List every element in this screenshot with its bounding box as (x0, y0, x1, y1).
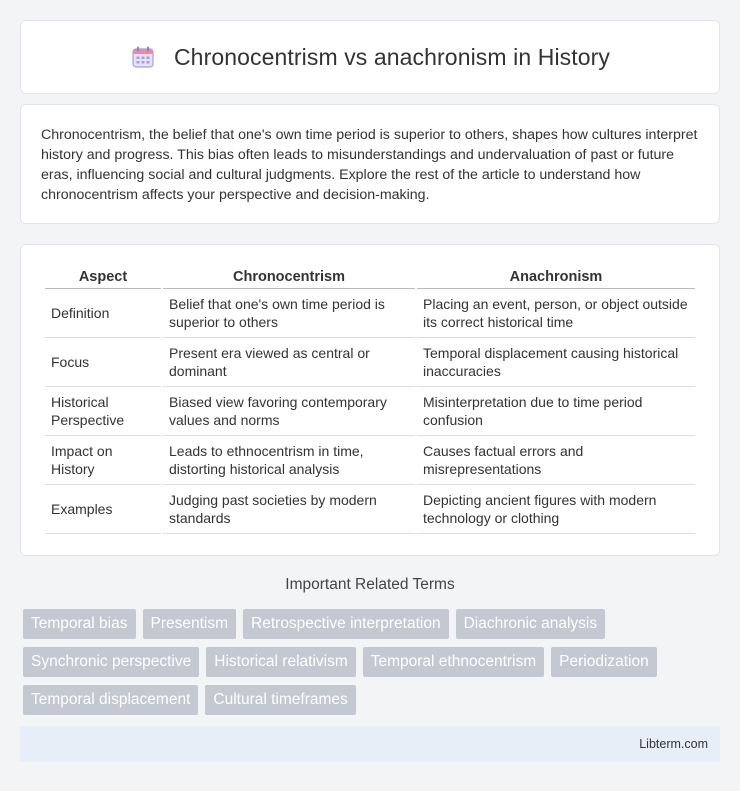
related-term-tag[interactable]: Presentism (143, 609, 237, 639)
table-cell: Judging past societies by modern standards (163, 485, 415, 534)
table-cell: Impact on History (45, 436, 161, 485)
title-card (20, 20, 720, 94)
table-cell: Focus (45, 338, 161, 387)
intro-card (20, 104, 720, 224)
column-header-anachronism: Anachronism (417, 265, 695, 289)
related-terms-list (23, 609, 723, 715)
column-header-aspect: Aspect (45, 265, 161, 289)
calendar-icon (130, 44, 156, 70)
table-row (45, 289, 695, 338)
table-cell: Biased view favoring contemporary values and norms (163, 387, 415, 436)
related-term-tag[interactable]: Synchronic perspective (23, 647, 199, 677)
table-cell: Definition (45, 289, 161, 338)
table-cell: Depicting ancient figures with modern technology or clothing (417, 485, 695, 534)
related-term-tag[interactable]: Cultural timeframes (205, 685, 355, 715)
table-row (45, 485, 695, 534)
related-term-tag[interactable]: Retrospective interpretation (243, 609, 449, 639)
table-cell: Placing an event, person, or object outside its correct historical time (417, 289, 695, 338)
table-header-row (45, 265, 695, 289)
page-title: Chronocentrism vs anachronism in History (173, 43, 611, 70)
table-cell: Causes factual errors and misrepresentations (417, 436, 695, 485)
related-term-tag[interactable]: Temporal bias (23, 609, 136, 639)
footer (20, 726, 720, 762)
comparison-table (43, 265, 697, 534)
related-term-tag[interactable]: Temporal displacement (23, 685, 198, 715)
table-cell: Misinterpretation due to time period confusion (417, 387, 695, 436)
table-row (45, 338, 695, 387)
related-term-tag[interactable]: Temporal ethnocentrism (363, 647, 544, 677)
table-cell: Leads to ethnocentrism in time, distorting historical analysis (163, 436, 415, 485)
column-header-chronocentrism: Chronocentrism (163, 265, 415, 289)
table-row (45, 436, 695, 485)
comparison-table-card (20, 244, 720, 556)
related-term-tag[interactable]: Diachronic analysis (456, 609, 606, 639)
table-cell: Present era viewed as central or dominant (163, 338, 415, 387)
intro-text: Chronocentrism, the belief that one's own time period is superior to others, shapes how cultures interpret history and progress. This bias often leads to misunderstandings and undervaluation of past or future eras, influencing social and cultural judgments. Explore the rest of the article to understand how chronocentrism affects your perspective and decision-making. (41, 127, 698, 203)
footer-brand-link[interactable]: Libterm.com (639, 737, 708, 751)
table-row (45, 387, 695, 436)
related-term-tag[interactable]: Periodization (551, 647, 657, 677)
table-cell: Historical Perspective (45, 387, 161, 436)
table-cell: Examples (45, 485, 161, 534)
table-cell: Belief that one's own time period is superior to others (163, 289, 415, 338)
table-cell: Temporal displacement causing historical inaccuracies (417, 338, 695, 387)
related-term-tag[interactable]: Historical relativism (206, 647, 356, 677)
related-terms-heading: Important Related Terms (285, 576, 455, 593)
